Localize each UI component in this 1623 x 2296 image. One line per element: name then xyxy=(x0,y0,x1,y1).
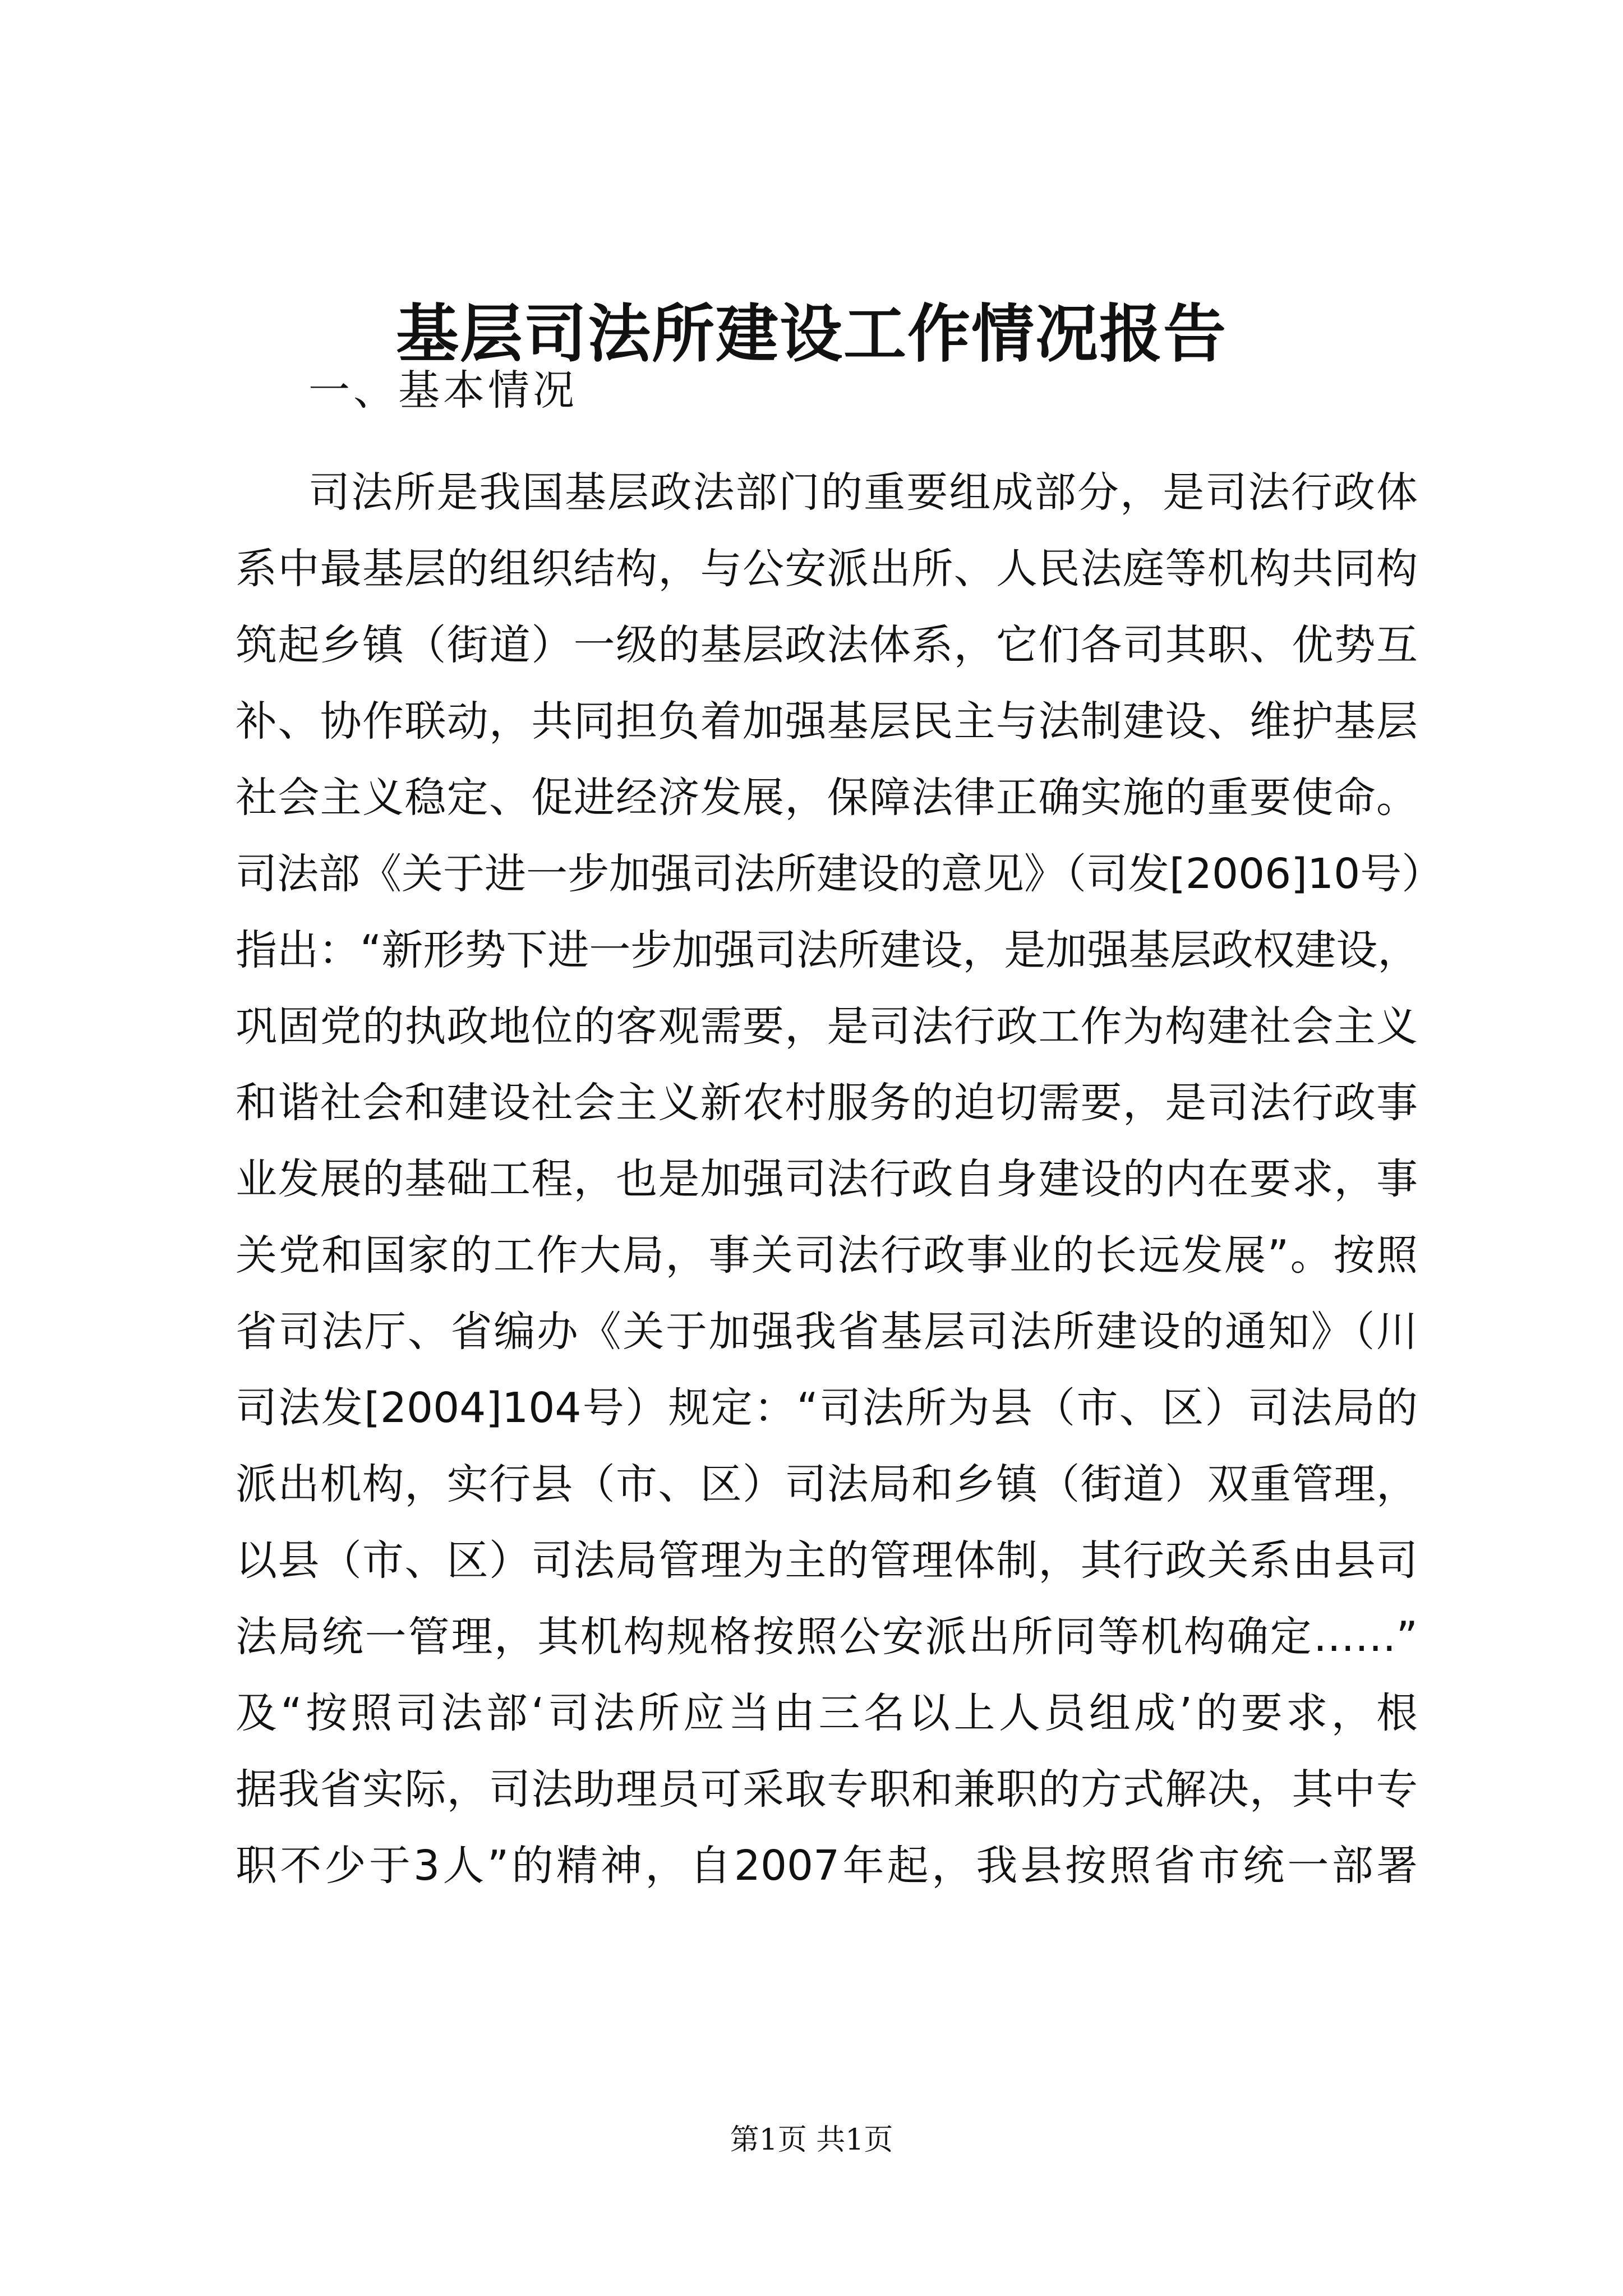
body-line: 法局统一管理，其机构规格按照公安派出所同等机构确定……” xyxy=(236,1613,1418,1661)
body-line: 补、协作联动，共同担负着加强基层民主与法制建设、维护基层 xyxy=(236,697,1418,746)
body-line: 巩固党的执政地位的客观需要，是司法行政工作为构建社会主义 xyxy=(236,1002,1418,1051)
body-line: 业发展的基础工程，也是加强司法行政自身建设的内在要求，事 xyxy=(236,1155,1418,1203)
body-text xyxy=(0,454,1623,1904)
body-line: 关党和国家的工作大局，事关司法行政事业的长远发展”。按照 xyxy=(236,1231,1418,1280)
body-line: 筑起乡镇（街道）一级的基层政法体系，它们各司其职、优势互 xyxy=(236,621,1418,669)
body-line: 以县（市、区）司法局管理为主的管理体制，其行政关系由县司 xyxy=(236,1536,1418,1585)
body-line: 社会主义稳定、促进经济发展，保障法律正确实施的重要使命。 xyxy=(236,774,1418,822)
body-line: 和谐社会和建设社会主义新农村服务的迫切需要，是司法行政事 xyxy=(236,1079,1418,1127)
body-line: 系中最基层的组织结构，与公安派出所、人民法庭等机构共同构 xyxy=(236,545,1418,593)
body-line: 司法发[2004]104号）规定：“司法所为县（市、区）司法局的 xyxy=(236,1384,1418,1432)
body-line: 据我省实际，司法助理员可采取专职和兼职的方式解决，其中专 xyxy=(236,1765,1418,1814)
body-line: 职不少于3人”的精神，自2007年起，我县按照省市统一部署 xyxy=(236,1842,1418,1890)
document-title: 基层司法所建设工作情况报告 xyxy=(396,297,1227,371)
body-line: 指出：“新形势下进一步加强司法所建设，是加强基层政权建设， xyxy=(236,926,1419,974)
body-line: 派出机构，实行县（市、区）司法局和乡镇（街道）双重管理， xyxy=(236,1460,1418,1508)
page-footer: 第1页 共1页 xyxy=(730,2123,893,2157)
body-line: 司法部《关于进一步加强司法所建设的意见》（司发[2006]10号） xyxy=(236,850,1444,898)
body-line: 省司法厅、省编办《关于加强我省基层司法所建设的通知》（川 xyxy=(236,1308,1418,1356)
body-line: 及“按照司法部‘司法所应当由三名以上人员组成’的要求，根 xyxy=(236,1689,1418,1737)
body-line: 司法所是我国基层政法部门的重要组成部分，是司法行政体 xyxy=(308,468,1418,517)
section-heading: 一、基本情况 xyxy=(308,366,578,415)
